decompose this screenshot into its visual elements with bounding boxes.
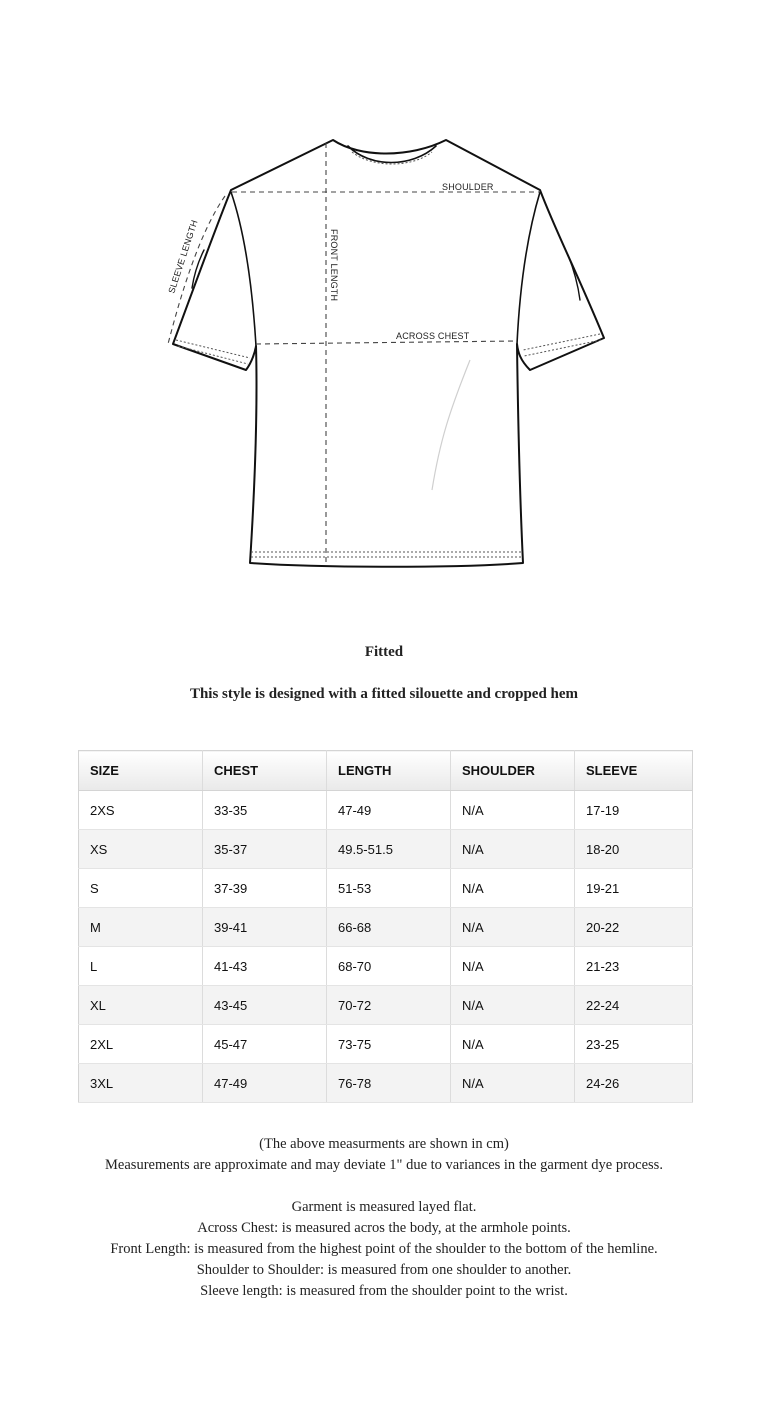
measuring-guide: [0, 1197, 768, 1302]
cell-shoulder: N/A: [451, 1064, 575, 1103]
guide-line: Garment is measured layed flat.: [291, 1199, 477, 1215]
table-row: [79, 1064, 693, 1103]
table-row: [79, 869, 693, 908]
table-header-row: [79, 751, 693, 791]
cell-length: 51-53: [327, 869, 451, 908]
table-row: [79, 947, 693, 986]
table-row: [79, 986, 693, 1025]
cell-shoulder: N/A: [451, 947, 575, 986]
table-row: [79, 830, 693, 869]
fit-description: This style is designed with a fitted silouette and cropped hem: [189, 686, 579, 702]
deviation-note: Measurements are approximate and may deviate 1" due to variances in the garment dye process.: [105, 1157, 663, 1173]
cell-size: 2XL: [79, 1025, 203, 1064]
cell-size: 3XL: [79, 1064, 203, 1103]
guide-line: Across Chest: is measured acros the body, at the armhole points.: [197, 1220, 571, 1236]
header-sleeve: SLEEVE: [575, 751, 693, 791]
cell-length: 73-75: [327, 1025, 451, 1064]
cell-size: L: [79, 947, 203, 986]
cell-size: 2XS: [79, 791, 203, 830]
tshirt-outline: [173, 140, 604, 567]
cell-chest: 47-49: [203, 1064, 327, 1103]
cell-sleeve: 21-23: [575, 947, 693, 986]
cell-size: M: [79, 908, 203, 947]
cell-length: 70-72: [327, 986, 451, 1025]
header-shoulder: SHOULDER: [451, 751, 575, 791]
across-chest-label: ACROSS CHEST: [396, 331, 470, 341]
tshirt-illustration: [0, 0, 768, 600]
shoulder-label: SHOULDER: [442, 182, 494, 192]
cell-chest: 39-41: [203, 908, 327, 947]
cell-sleeve: 19-21: [575, 869, 693, 908]
cell-chest: 43-45: [203, 986, 327, 1025]
tshirt-measurement-diagram: [0, 0, 768, 600]
cell-sleeve: 18-20: [575, 830, 693, 869]
cell-sleeve: 20-22: [575, 908, 693, 947]
cell-length: 68-70: [327, 947, 451, 986]
front-length-label: FRONT LENGTH: [329, 229, 339, 302]
guide-line: Shoulder to Shoulder: is measured from one shoulder to another.: [196, 1262, 572, 1278]
sleeve-length-label: SLEEVE LENGTH: [166, 218, 200, 295]
cell-chest: 35-37: [203, 830, 327, 869]
cell-shoulder: N/A: [451, 1025, 575, 1064]
cell-chest: 45-47: [203, 1025, 327, 1064]
cell-size: S: [79, 869, 203, 908]
header-length: LENGTH: [327, 751, 451, 791]
table-row: [79, 908, 693, 947]
guide-line: Front Length: is measured from the highest point of the shoulder to the bottom of the hemline.: [110, 1241, 658, 1257]
size-chart-table: [78, 750, 693, 1103]
cell-length: 47-49: [327, 791, 451, 830]
cell-shoulder: N/A: [451, 869, 575, 908]
cell-sleeve: 22-24: [575, 986, 693, 1025]
cell-shoulder: N/A: [451, 791, 575, 830]
cell-length: 76-78: [327, 1064, 451, 1103]
cell-shoulder: N/A: [451, 830, 575, 869]
cell-chest: 33-35: [203, 791, 327, 830]
cell-sleeve: 23-25: [575, 1025, 693, 1064]
cell-length: 49.5-51.5: [327, 830, 451, 869]
cell-size: XL: [79, 986, 203, 1025]
fit-title: Fitted: [364, 644, 404, 660]
header-size: SIZE: [79, 751, 203, 791]
table-row: [79, 1025, 693, 1064]
cell-shoulder: N/A: [451, 908, 575, 947]
guide-line: Sleeve length: is measured from the shoulder point to the wrist.: [200, 1283, 568, 1299]
cell-sleeve: 17-19: [575, 791, 693, 830]
cell-shoulder: N/A: [451, 986, 575, 1025]
measurement-notes: [0, 1134, 768, 1176]
cell-chest: 37-39: [203, 869, 327, 908]
header-chest: CHEST: [203, 751, 327, 791]
cell-length: 66-68: [327, 908, 451, 947]
cell-chest: 41-43: [203, 947, 327, 986]
cell-size: XS: [79, 830, 203, 869]
cell-sleeve: 24-26: [575, 1064, 693, 1103]
units-note: (The above measurments are shown in cm): [259, 1136, 509, 1152]
table-row: [79, 791, 693, 830]
